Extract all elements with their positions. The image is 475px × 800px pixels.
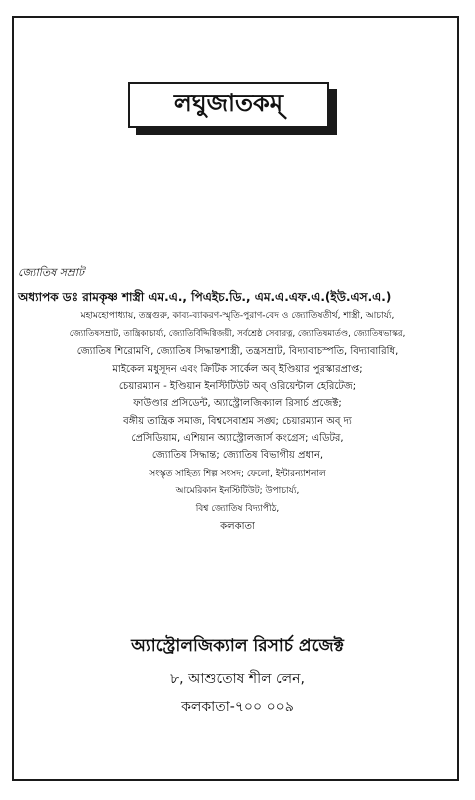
author-title-line: প্রেসিডিয়াম, এশিয়ান অ্যাস্ট্রোলজার্স কংগ্রেস; এডিটর, (131, 433, 344, 444)
publisher-name: অ্যাস্ট্রোলজিক্যাল রিসার্চ প্রজেক্ট (131, 636, 344, 656)
author-title-line: আমেরিকান ইনস্টিটিউট; উপাচার্য্য, (175, 486, 300, 496)
author-epithet: জ্যোতিষ সম্রাট (18, 266, 84, 279)
book-title: লঘুজাতকম্ (173, 89, 284, 117)
author-title-line: ফাউণ্ডার প্রসিডেন্ট, অ্যাস্ট্রোলজিক্যাল রিসার্চ প্রজেক্ট; (133, 398, 342, 409)
author-title-line: জ্যোতিষ সিদ্ধান্ত; জ্যোতিষ বিভাগীয় প্রধান, (151, 450, 324, 461)
publisher-address-line: ৮, আশুতোষ শীল লেন, (170, 671, 305, 687)
author-title-line: চেয়ারম্যান - ইণ্ডিয়ান ইনস্টিটিউট অব্ ওরিয়েন্টাল হেরিটেজ; (118, 381, 357, 392)
publisher-address-city: কলকাতা-৭০০ ০০৯ (181, 699, 294, 715)
author-title-line: জ্যোতিষসম্রাট, তান্ত্রিকাচার্য্য, জ্যোতির্বিদ্দিগ্বিজয়ী, সর্বশ্রেষ্ঠ সেবারত্ন, জ্যোতিষমার্তণ্ড, জ্যোতিষভাস্কর, (69, 329, 406, 339)
author-city: কলকাতা (220, 521, 255, 532)
author-title-line: বঙ্গীয় তান্ত্রিক সমাজ, বিশ্বসেবাশ্রম সঙ্ঘ; চেয়ারম্যান অব্ দ্য (123, 416, 352, 427)
book-title-box (128, 82, 329, 128)
author-title-line: বিশ্ব জ্যোতিষ বিদ্যাপীঠ, (195, 504, 280, 514)
author-title-line: মহামহোপাধ্যায়, তন্ত্রগুরু, কাব্য-ব্যাকরণ-স্মৃতি-পুরাণ-বেদ ও জ্যোতিষতীর্থ, শাস্ত্রী, আচার্য্য, (80, 311, 395, 321)
author-title-line: জ্যোতিষ শিরোমণি, জ্যোতিষ সিদ্ধান্তশাস্ত্রী, তন্ত্রসম্রাট, বিদ্যাবাচস্পতি, বিদ্যাবারিধি, (76, 346, 399, 357)
author-name-line: অধ্যাপক ডঃ রামকৃষ্ণ শাস্ত্রী এম.এ., পিএইচ.ডি., এম.এ.এফ.এ.(ইউ.এস.এ.) (18, 290, 392, 304)
author-title-line: মাইকেল মধুসূদন এবং ক্রিটিক সার্কেল অব্ ইণ্ডিয়ার পুরস্কারপ্রাপ্ত; (112, 364, 363, 375)
author-title-line: সংস্কৃত সাহিত্য শিল্প সংসদ; ফেলো, ইন্টারন্যাশনাল (149, 469, 326, 479)
